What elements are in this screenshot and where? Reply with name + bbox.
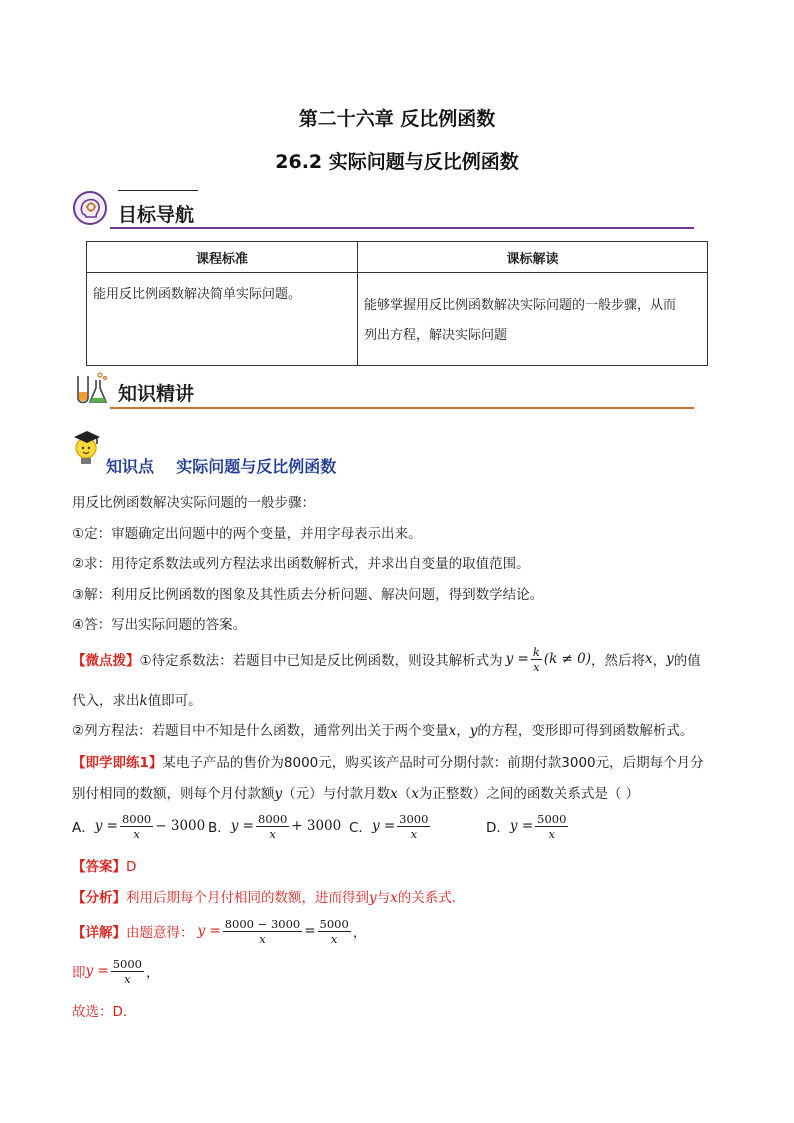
tip-text-6: ②列方程法：若题目中不知是什么函数，通常列出关于两个变量: [72, 723, 449, 739]
then-frac-den: x: [124, 971, 131, 986]
exercise-text-1: 某电子产品的售价为8000元，购买该产品时可分期付款：前期付款3000元，后期每个月分: [162, 755, 704, 771]
detail-frac1-den: x: [259, 931, 266, 946]
analysis-text-1: 利用后期每个月付相同的数额，进而得到: [126, 890, 369, 906]
analysis-line: [72, 886, 465, 906]
option-c-num: 3000: [399, 811, 429, 826]
option-b-fraction: [256, 812, 289, 841]
exercise-var-x: x: [390, 786, 398, 802]
option-a-lhs: y =: [94, 818, 118, 834]
option-d-num: 5000: [537, 811, 567, 826]
knowledge-section-rule: [110, 407, 694, 409]
then-lhs: y =: [85, 963, 109, 979]
analysis-text-3: 的关系式．: [397, 890, 466, 906]
detail-frac2-den: x: [330, 931, 338, 946]
option-a[interactable]: [72, 808, 205, 844]
option-c-den: x: [410, 826, 418, 841]
exercise-line-1: [72, 751, 704, 771]
analysis-var-x: x: [390, 890, 398, 906]
tip-tag: 【微点拨】: [72, 653, 140, 669]
detail-fraction-2: [318, 917, 351, 946]
option-d-label: D．: [486, 820, 510, 836]
option-c-label: C．: [349, 820, 372, 836]
option-a-fraction: [120, 812, 153, 841]
option-b-num: 8000: [258, 811, 288, 826]
analysis-text-2: 与: [376, 890, 391, 906]
tip-eq-lhs: y =: [505, 651, 529, 667]
option-d[interactable]: [486, 808, 570, 844]
option-b-den: x: [269, 826, 276, 841]
answer-line: [72, 855, 136, 875]
exercise-text-3: （元）与付款月数: [282, 786, 391, 802]
tip-var-k: k: [139, 693, 148, 709]
tip-comma: ，: [652, 653, 667, 669]
option-a-num: 8000: [121, 811, 152, 826]
detail-lhs: y =: [197, 923, 221, 939]
exercise-var-x-2: x: [411, 786, 419, 802]
tip-line-2: [72, 689, 202, 709]
detail-frac1-num: 8000 − 3000: [224, 916, 301, 931]
option-a-den: x: [133, 826, 140, 841]
knowledge-section-label: 知识精讲: [118, 383, 195, 405]
step-4: ④答：写出实际问题的答案。: [72, 617, 247, 633]
chapter-title: 第二十六章 反比例函数: [298, 108, 496, 130]
tip-comma-2: ，: [456, 723, 470, 739]
tip-text-1: ①待定系数法：若题目中已知是反比例函数，则设其解析式为: [139, 653, 503, 669]
exercise-var-y: y: [274, 786, 283, 802]
exercise-line-2: [72, 782, 639, 802]
table-cell-standard: 能用反比例函数解决简单实际问题。: [87, 273, 358, 366]
option-d-lhs: y =: [509, 818, 534, 834]
tip-text-4: 代入，求出: [72, 693, 140, 709]
option-c-lhs: y =: [371, 818, 396, 834]
exercise-text-5: 为正整数）之间的函数关系式是（ ）: [418, 786, 640, 802]
option-b-tail: + 3000: [291, 818, 342, 834]
step-1: ①定：审题确定出问题中的两个变量，并用字母表示出来。: [72, 526, 422, 542]
detail-tag: 【详解】: [72, 925, 126, 941]
then-end: ，: [146, 965, 160, 981]
tip-var-x: x: [645, 651, 653, 667]
option-a-tail: − 3000: [155, 818, 206, 834]
tip-condition: (k ≠ 0): [543, 651, 592, 667]
answer-tag: 【答案】: [72, 859, 126, 875]
option-b-label: B．: [208, 820, 231, 836]
goal-table: [86, 241, 708, 366]
detail-end: ，: [352, 925, 367, 941]
exercise-text-2: 别付相同的数额，则每个月付款额: [72, 786, 275, 802]
goal-section-rule: [110, 227, 694, 229]
tip-text-2: ，然后将: [591, 653, 646, 669]
tip-line-1: [72, 642, 701, 676]
option-c-fraction: [397, 812, 430, 841]
detail-line: 【详解】 由题意得： y = $\frac{8000 - 3000}{x}$ = $\frac{5000}{x}$ ，: [72, 916, 367, 946]
lab-flask-icon: [72, 370, 110, 412]
option-a-label: A．: [72, 820, 95, 836]
step-2: ②求：用待定系数法或列方程法求出函数解析式，并求出自变量的取值范围。: [72, 556, 530, 572]
goal-section-label: 目标导航: [118, 204, 195, 226]
section-overline: [118, 190, 198, 191]
option-b-lhs: y =: [230, 818, 254, 834]
option-b[interactable]: [208, 808, 341, 844]
table-cell-interpretation: [358, 273, 708, 366]
analysis-var-y: y: [369, 890, 377, 906]
tip-var-y-2: y: [469, 723, 478, 739]
tip-frac-num: k: [532, 644, 540, 659]
tip-text-5: 值即可。: [147, 693, 202, 709]
graduate-bulb-icon: [70, 428, 104, 472]
detail-fraction-1: [223, 917, 302, 946]
analysis-tag: 【分析】: [72, 890, 126, 906]
then-line: [72, 952, 160, 990]
tip-var-y: y: [666, 651, 674, 667]
choose-line: 故选：D．: [72, 1004, 137, 1020]
tip-var-x-2: x: [448, 723, 457, 739]
option-d-den: x: [548, 826, 556, 841]
tip-fraction: [531, 645, 542, 674]
tip-text-3: 的值: [673, 653, 701, 669]
steps-intro: 用反比例函数解决实际问题的一般步骤：: [72, 495, 315, 511]
table-header-standard: 课程标准: [87, 242, 358, 273]
interpretation-line-1: 能够掌握用反比例函数解决实际问题的一般步骤，从而: [364, 298, 677, 313]
answer-value: D: [126, 859, 137, 875]
interpretation-line-2: 列出方程，解决实际问题: [364, 328, 508, 343]
exercise-tag: 【即学即练1】: [72, 755, 163, 771]
knowledge-point-heading: 知识点 实际问题与反比例函数: [106, 457, 337, 476]
detail-frac2-num: 5000: [319, 916, 349, 931]
tip-line-3: [72, 719, 693, 739]
step-3: ③解：利用反比例函数的图象及其性质去分析问题、解决问题，得到数学结论。: [72, 587, 544, 603]
then-text: 即: [72, 965, 86, 981]
option-c[interactable]: [349, 808, 432, 844]
table-header-interpretation: 课标解读: [358, 242, 708, 273]
then-fraction: [111, 957, 144, 986]
tip-text-7: 的方程，变形即可得到函数解析式。: [477, 723, 694, 739]
section-title: 26.2 实际问题与反比例函数: [275, 151, 519, 173]
then-frac-num: 5000: [112, 956, 143, 971]
tip-frac-den: x: [533, 659, 540, 674]
brain-gear-icon: [72, 190, 108, 230]
option-d-fraction: [535, 812, 568, 841]
detail-text: 由题意得：: [126, 925, 194, 941]
exercise-text-4: （: [397, 786, 412, 802]
